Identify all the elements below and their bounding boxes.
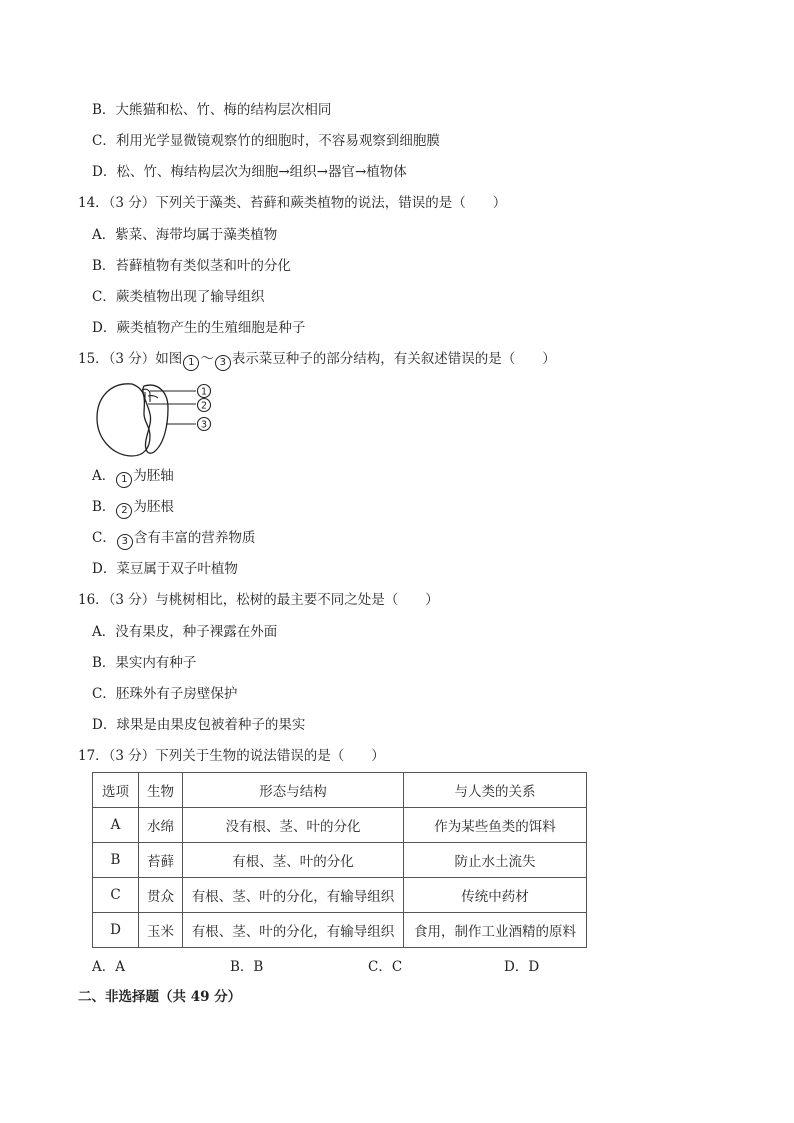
table-cell: 传统中药材 bbox=[404, 878, 587, 913]
q15-option-b bbox=[92, 498, 174, 519]
table-cell: 水绵 bbox=[139, 808, 183, 843]
table-header-cell: 选项 bbox=[93, 773, 139, 808]
bean-seed-diagram bbox=[92, 378, 222, 460]
seed-left-cotyledon bbox=[97, 384, 150, 456]
table-cell: D bbox=[93, 913, 139, 948]
q15-stem-tilde: ～ bbox=[200, 351, 214, 367]
q16-stem: 16．（3 分）与桃树相比，松树的最主要不同之处是（ ） bbox=[78, 592, 439, 608]
table-cell: 食用，制作工业酒精的原料 bbox=[404, 913, 587, 948]
table-cell: A bbox=[93, 808, 139, 843]
q15-stem-part-b: 表示菜豆种子的部分结构，有关叙述错误的是（ ） bbox=[231, 351, 556, 367]
table-cell: 贯众 bbox=[139, 878, 183, 913]
q14-option-b: B．苔藓植物有类似茎和叶的分化 bbox=[92, 258, 291, 274]
q15-option-c-letter: C． bbox=[92, 530, 116, 546]
table-header-cell: 与人类的关系 bbox=[404, 773, 587, 808]
q14-option-d: D．蕨类植物产生的生殖细胞是种子 bbox=[92, 320, 306, 336]
table-cell: 有根、茎、叶的分化 bbox=[183, 843, 404, 878]
table-cell: 防止水土流失 bbox=[404, 843, 587, 878]
table-header-row bbox=[93, 773, 587, 808]
q14-stem: 14．（3 分）下列关于藻类、苔藓和蕨类植物的说法，错误的是（ ） bbox=[78, 195, 507, 211]
bean-seed-svg bbox=[92, 378, 222, 460]
q14-option-c: C．蕨类植物出现了输导组织 bbox=[92, 289, 265, 305]
table-row bbox=[93, 913, 587, 948]
section-heading-non-choice: 二、非选择题（共 49 分） bbox=[78, 989, 242, 1005]
q15-option-a-text: 为胚轴 bbox=[133, 468, 174, 484]
table-cell: 有根、茎、叶的分化，有输导组织 bbox=[183, 878, 404, 913]
q15-stem-part-a: 15．（3 分）如图 bbox=[78, 351, 183, 367]
table-row bbox=[93, 843, 587, 878]
table-cell: B bbox=[93, 843, 139, 878]
q16-option-b: B．果实内有种子 bbox=[92, 655, 197, 671]
circled-3: 3 bbox=[215, 355, 231, 371]
table-header-cell: 形态与结构 bbox=[183, 773, 404, 808]
q15-option-a bbox=[92, 467, 174, 488]
table-cell: C bbox=[93, 878, 139, 913]
q14-option-a: A．紫菜、海带均属于藻类植物 bbox=[92, 227, 278, 243]
q13-option-c: C．利用光学显微镜观察竹的细胞时，不容易观察到细胞膜 bbox=[92, 133, 440, 149]
q15-option-b-text: 为胚根 bbox=[133, 499, 174, 515]
circled-3: 3 bbox=[117, 534, 133, 550]
q15-option-c bbox=[92, 529, 255, 550]
q16-option-c: C．胚珠外有子房壁保护 bbox=[92, 686, 238, 702]
label-number-1: 1 bbox=[200, 386, 208, 398]
label-number-3: 3 bbox=[200, 419, 208, 431]
table-cell: 没有根、茎、叶的分化 bbox=[183, 808, 404, 843]
table-row bbox=[93, 878, 587, 913]
q17-table bbox=[92, 772, 587, 948]
table-cell: 有根、茎、叶的分化，有输导组织 bbox=[183, 913, 404, 948]
q16-option-a: A．没有果皮，种子裸露在外面 bbox=[92, 624, 278, 640]
seed-right-cotyledon bbox=[143, 385, 168, 453]
q15-option-b-letter: B． bbox=[92, 499, 116, 515]
circled-1: 1 bbox=[183, 355, 199, 371]
q15-option-c-text: 含有丰富的营养物质 bbox=[133, 530, 256, 546]
table-header-cell: 生物 bbox=[139, 773, 183, 808]
q17-answer-c: C．C bbox=[368, 959, 403, 975]
circled-1: 1 bbox=[116, 472, 132, 488]
q17-stem: 17．（3 分）下列关于生物的说法错误的是（ ） bbox=[78, 748, 385, 764]
q15-option-a-letter: A． bbox=[92, 468, 116, 484]
q13-option-d: D．松、竹、梅结构层次为细胞→组织→器官→植物体 bbox=[92, 164, 407, 180]
q15-stem bbox=[78, 350, 556, 371]
q17-answer-a: A．A bbox=[92, 959, 125, 975]
q17-answer-d: D．D bbox=[504, 959, 540, 975]
q17-answer-b: B．B bbox=[230, 959, 264, 975]
q16-option-d: D．球果是由果皮包被着种子的果实 bbox=[92, 717, 306, 733]
table-cell: 苔藓 bbox=[139, 843, 183, 878]
q15-option-d: D．菜豆属于双子叶植物 bbox=[92, 561, 238, 577]
table-cell: 作为某些鱼类的饵料 bbox=[404, 808, 587, 843]
label-number-2: 2 bbox=[200, 400, 208, 412]
table-cell: 玉米 bbox=[139, 913, 183, 948]
circled-2: 2 bbox=[116, 503, 132, 519]
q13-option-b: B．大熊猫和松、竹、梅的结构层次相同 bbox=[92, 102, 332, 118]
table-row bbox=[93, 808, 587, 843]
